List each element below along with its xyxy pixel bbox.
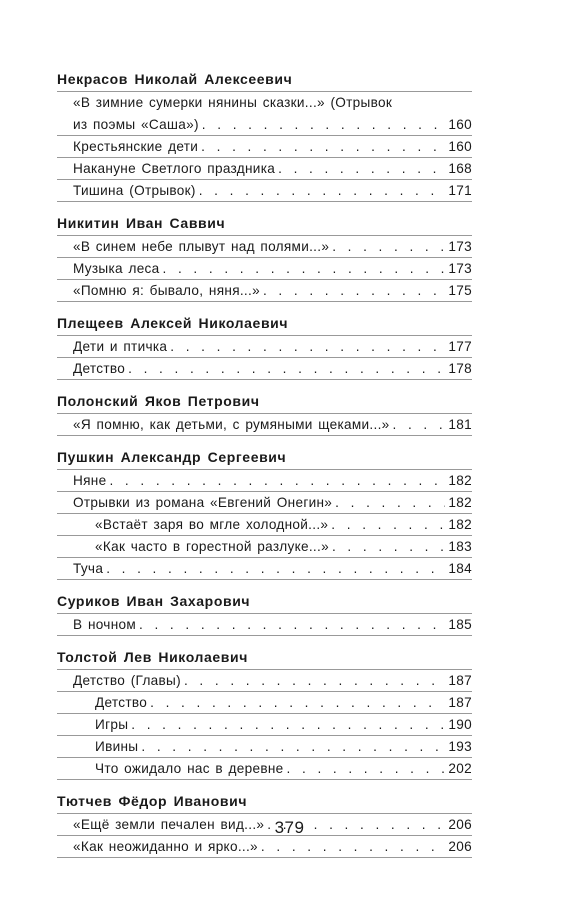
toc-entry[interactable] — [57, 180, 472, 202]
entry-title: «Ещё земли печален вид...» — [73, 817, 265, 832]
dot-leader — [261, 836, 445, 858]
entry-title: Детство — [95, 695, 148, 710]
toc-entry[interactable] — [57, 92, 472, 136]
toc-entry[interactable] — [57, 558, 472, 580]
entry-title: «Как часто в горестной разлуке...» — [95, 539, 329, 554]
entry-page: 187 — [448, 673, 472, 688]
dot-leader — [150, 692, 445, 714]
entry-page: 182 — [448, 495, 472, 510]
dot-leader — [393, 414, 446, 436]
dot-leader — [332, 236, 445, 258]
entry-list — [57, 235, 472, 302]
dot-leader — [170, 336, 445, 358]
toc-subentry[interactable] — [57, 536, 472, 558]
entry-page: 182 — [448, 517, 472, 532]
dot-leader — [106, 558, 445, 580]
dot-leader — [139, 614, 445, 636]
entry-page: 202 — [448, 761, 472, 776]
entry-title: Ивины — [95, 739, 139, 754]
entry-title: В ночном — [73, 617, 137, 632]
dot-leader — [278, 158, 445, 180]
entry-page: 185 — [448, 617, 472, 632]
dot-leader — [202, 114, 446, 136]
entry-page: 187 — [448, 695, 472, 710]
entry-title: Тишина (Отрывок) — [73, 183, 196, 198]
dot-leader — [199, 180, 446, 202]
dot-leader — [335, 492, 445, 514]
entry-title: Туча — [73, 561, 104, 576]
dot-leader — [131, 714, 445, 736]
entry-title: Дети и птичка — [73, 339, 168, 354]
toc-entry[interactable] — [57, 670, 472, 692]
entry-title: Отрывки из романа «Евгений Онегин» — [73, 495, 333, 510]
entry-title: «В синем небе плывут над полями...» — [73, 239, 330, 254]
entry-title: Игры — [95, 717, 129, 732]
author-heading: Суриков Иван Захарович — [57, 593, 251, 609]
entry-page: 182 — [448, 473, 472, 488]
entry-page: 173 — [448, 261, 472, 276]
entry-list — [57, 91, 472, 202]
toc-section — [57, 447, 472, 580]
entry-page: 173 — [448, 239, 472, 254]
entry-list — [57, 413, 472, 436]
toc-entry[interactable] — [57, 158, 472, 180]
dot-leader — [109, 470, 445, 492]
dot-leader — [201, 136, 445, 158]
page-number: 379 — [274, 818, 305, 837]
dot-leader — [287, 758, 446, 780]
entry-page: 168 — [448, 161, 472, 176]
entry-page: 193 — [448, 739, 472, 754]
entry-list — [57, 335, 472, 380]
toc-section — [57, 391, 472, 436]
toc-entry[interactable] — [57, 614, 472, 636]
entry-title: «В зимние сумерки нянины сказки...» (Отрывок — [73, 95, 393, 110]
entry-page: 171 — [448, 183, 472, 198]
dot-leader — [141, 736, 445, 758]
toc-subentry[interactable] — [57, 736, 472, 758]
entry-page: 206 — [448, 839, 472, 854]
toc-entry[interactable] — [57, 136, 472, 158]
entry-page: 183 — [448, 539, 472, 554]
toc-subentry[interactable] — [57, 714, 472, 736]
entry-list — [57, 469, 472, 580]
entry-page: 160 — [448, 117, 472, 132]
toc-entry[interactable] — [57, 236, 472, 258]
toc-section — [57, 591, 472, 636]
toc-entry[interactable] — [57, 470, 472, 492]
toc-entry[interactable] — [57, 836, 472, 858]
entry-title: Няне — [73, 473, 107, 488]
entry-list — [57, 613, 472, 636]
toc-subentry[interactable] — [57, 514, 472, 536]
entry-title: Детство (Главы) — [73, 673, 181, 688]
toc-entry[interactable] — [57, 280, 472, 302]
toc-entry[interactable] — [57, 258, 472, 280]
dot-leader — [331, 514, 445, 536]
entry-page: 178 — [448, 361, 472, 376]
entry-page: 160 — [448, 139, 472, 154]
entry-title: Детство — [73, 361, 126, 376]
entry-title: Накануне Светлого праздника — [73, 161, 276, 176]
entry-page: 190 — [448, 717, 472, 732]
entry-page: 181 — [448, 417, 472, 432]
toc-section — [57, 313, 472, 380]
toc-entry[interactable] — [57, 358, 472, 380]
entry-title: «Помню я: бывало, няня...» — [73, 283, 260, 298]
entry-title: Что ожидало нас в деревне — [95, 761, 284, 776]
dot-leader — [184, 670, 445, 692]
toc-entry[interactable] — [57, 492, 472, 514]
toc-section — [57, 647, 472, 780]
dot-leader — [332, 536, 445, 558]
author-heading: Тютчев Фёдор Иванович — [57, 793, 248, 809]
entry-title: Музыка леса — [73, 261, 160, 276]
entry-page: 184 — [448, 561, 472, 576]
author-heading: Плещеев Алексей Николаевич — [57, 315, 289, 331]
entry-title: «Встаёт заря во мгле холодной...» — [95, 517, 329, 532]
author-heading: Толстой Лев Николаевич — [57, 649, 248, 665]
dot-leader — [128, 358, 445, 380]
entry-page: 175 — [448, 283, 472, 298]
toc-entry[interactable] — [57, 336, 472, 358]
entry-list — [57, 669, 472, 780]
author-heading: Полонский Яков Петрович — [57, 393, 260, 409]
author-heading: Некрасов Николай Алексеевич — [57, 71, 293, 87]
author-heading: Никитин Иван Саввич — [57, 215, 226, 231]
toc-section — [57, 213, 472, 302]
entry-page: 206 — [448, 817, 472, 832]
entry-title: «Я помню, как детьми, с румяными щеками...» — [73, 417, 390, 432]
author-heading: Пушкин Александр Сергеевич — [57, 449, 287, 465]
toc-section — [57, 69, 472, 202]
entry-title-continued: из поэмы «Саша») — [73, 117, 199, 132]
entry-title: Крестьянские дети — [73, 139, 199, 154]
toc-entry[interactable] — [57, 414, 472, 436]
toc-subentry[interactable] — [57, 692, 472, 714]
dot-leader — [163, 258, 446, 280]
entry-page: 177 — [448, 339, 472, 354]
entry-title: «Как неожиданно и ярко...» — [73, 839, 258, 854]
table-of-contents — [57, 69, 472, 869]
toc-subentry[interactable] — [57, 758, 472, 780]
dot-leader — [263, 280, 445, 302]
